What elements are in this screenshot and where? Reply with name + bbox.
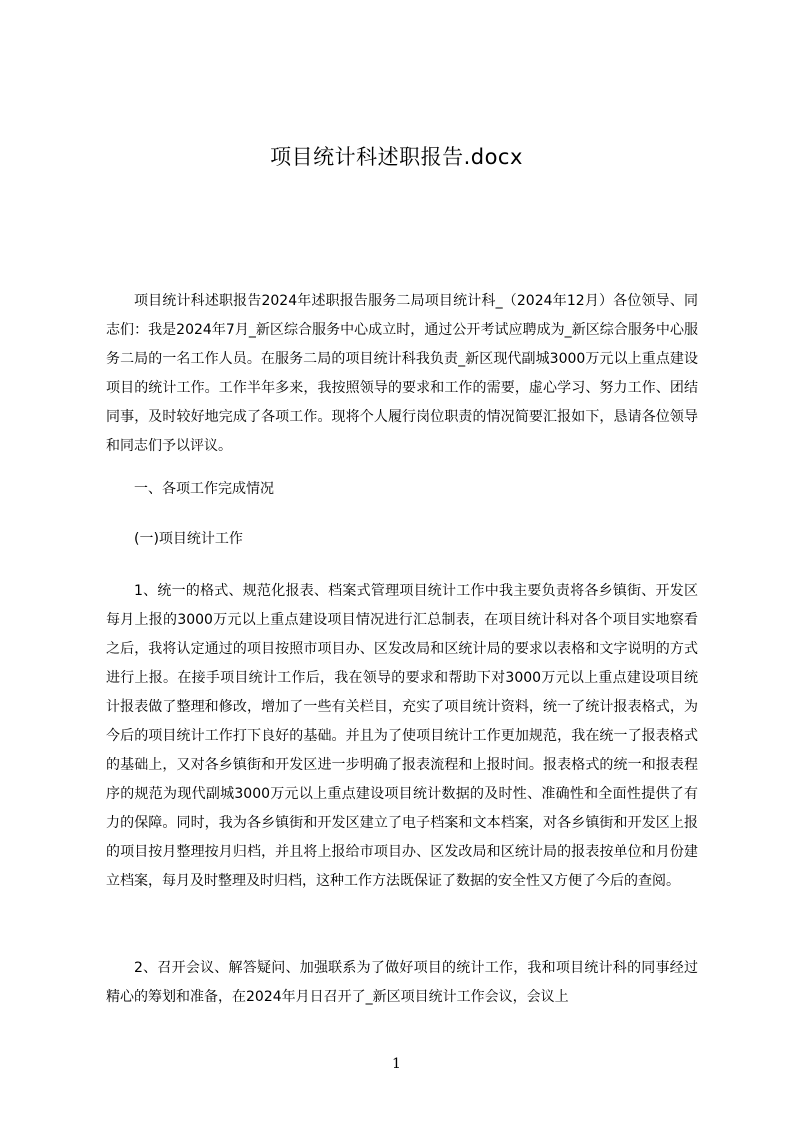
section-heading: 一、各项工作完成情况 <box>134 481 274 497</box>
item-1-paragraph: 1、统一的格式、规范化报表、档案式管理项目统计工作中我主要负责将各乡镇街、开发区每月上报的3000万元以上重点建设项目情况进行汇总制表，在项目统计科对各个项目实地察看之后，我将认定通过的项目按照市项目办、区发改局和区统计局的要求以表格和文字说明的方式进行上报。在接手项目统计工作后，我在领导的要求和帮助下对3000万元以上重点建设项目统计报表做了整理和修改，增加了一些有关栏目，充实了项目统计资料，统一了统计报表格式，为今后的项目统计工作打下良好的基础。并且为了使项目统计工作更加规范，我在统一了报表格式的基础上，又对各乡镇街和开发区进一步明确了报表流程和上报时间。报表格式的统一和报表程序的规范为现代副城3000万元以上重点建设项目统计数据的及时性、准确性和全面性提供了有力的保障。同时，我为各乡镇街和开发区建立了电子档案和文本档案，对各乡镇街和开发区上报的项目按月整理按月归档，并且将上报给市项目办、区发改局和区统计局的报表按单位和月份建立档案，每月及时整理及时归档，这种工作方法既保证了数据的安全性又方便了今后的查阅。 <box>106 583 698 889</box>
document-title: 项目统计科述职报告.docx <box>270 145 523 169</box>
item-2-paragraph: 2、召开会议、解答疑问、加强联系为了做好项目的统计工作，我和项目统计科的同事经过精心的筹划和准备，在2024年月日召开了_新区项目统计工作会议，会议上 <box>106 960 698 1005</box>
subsection-heading: (一)项目统计工作 <box>134 531 243 547</box>
page-number: 1 <box>392 1056 401 1072</box>
intro-paragraph: 项目统计科述职报告2024年述职报告服务二局项目统计科_（2024年12月）各位领导、同志们：我是2024年7月_新区综合服务中心成立时，通过公开考试应聘成为_新区综合服务中心服务二局的一名工作人员。在服务二局的项目统计科我负责_新区现代副城3000万元以上重点建设项目的统计工作。工作半年多来，我按照领导的要求和工作的需要，虚心学习、努力工作、团结同事，及时较好地完成了各项工作。现将个人履行岗位职责的情况简要汇报如下，恳请各位领导和同志们予以评议。 <box>106 293 698 454</box>
